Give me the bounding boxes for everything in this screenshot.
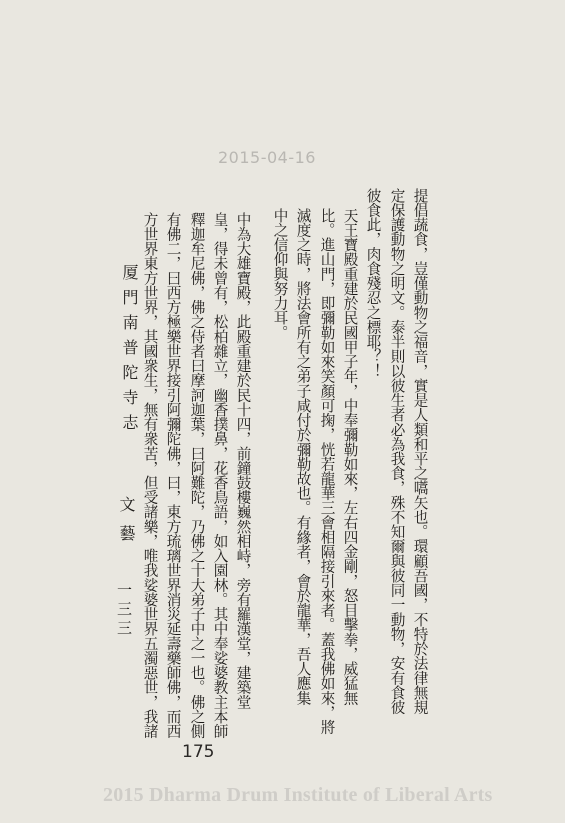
watermark-text: 2015 Dharma Drum Institute of Liberal Arts <box>103 784 493 806</box>
text-column: 提倡蔬食，豈僅動物之福音，實是人類和平之嚆矢也。環顧吾國，不特於法律無規 <box>411 188 429 715</box>
page-number: 175 <box>182 742 215 762</box>
text-column: 滅度之時，將法會所有之弟子咸付於彌勒故也。有緣者，會於龍華，吾人應集 <box>294 208 312 706</box>
text-column: 彼食此，肉食殘忍之標耶？！ <box>364 188 382 379</box>
text-column: 有佛二，曰西方極樂世界接引阿彌陀佛，曰，東方琉璃世界消災延壽藥師佛，而西 <box>164 212 182 739</box>
text-column: 中為大雄寶殿，此殿重建於民十四，前鐘鼓樓巍然相峙，旁有羅漢堂，建築堂 <box>234 212 252 710</box>
section-title: 文藝 <box>117 496 136 554</box>
text-column: 定保護動物之明文。泰半則以彼生者必為我食，殊不知爾與彼同一動物，安有食彼 <box>388 188 406 715</box>
date-stamp: 2015-04-16 <box>218 148 316 167</box>
text-column: 皇，得未曾有，松柏雜立，幽香撲鼻，花香鳥語，如入園林。其中奉娑婆教主本師 <box>211 212 229 739</box>
text-column: 方世界東方世界，其國衆生，無有衆苦，但受諸樂，唯我娑婆世界五濁惡世，我諸 <box>141 212 159 739</box>
text-column: 中之信仰與努力耳。 <box>271 208 289 340</box>
book-title: 厦門南普陀寺志 <box>120 264 139 439</box>
text-column: 比。進山門，即彌勒如來笑顏可掬，恍若龍華三會相隔接引來者。蓋我佛如來，將 <box>318 208 336 735</box>
text-column: 釋迦牟尼佛，佛之侍者曰摩訶迦葉，曰阿難陀，乃佛之十大弟子中之一也。佛之側 <box>188 212 206 739</box>
chinese-page-number: 一三三 <box>115 582 133 639</box>
text-column: 天王寶殿重建於民國甲子年，中奉彌勒如來，左右四金剛，怒目擊拳，威猛無 <box>341 208 359 706</box>
